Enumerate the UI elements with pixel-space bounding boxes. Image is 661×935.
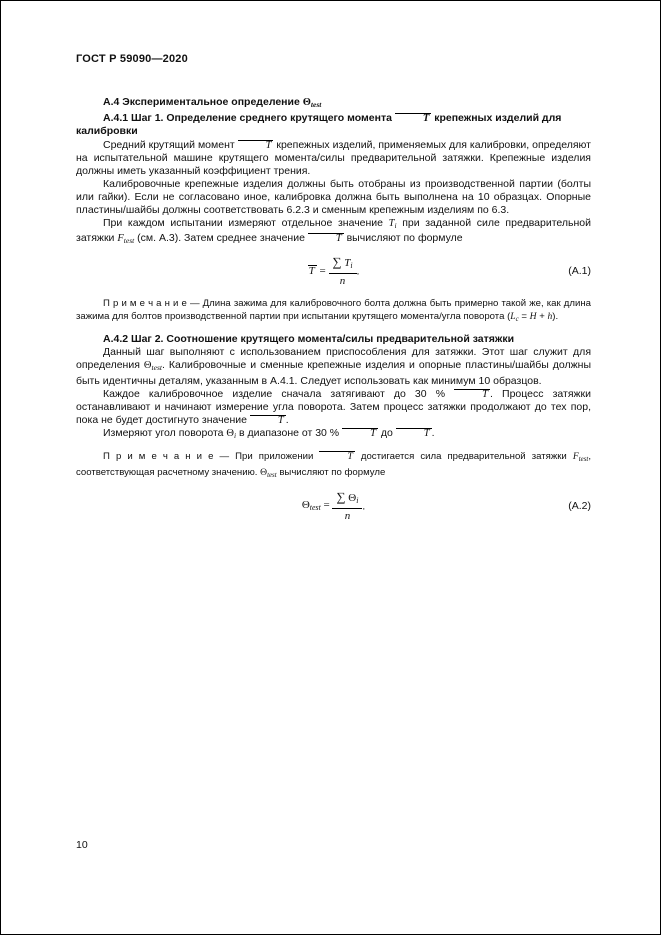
text-run: Данный шаг выполняют с использованием приспособления для затяжки. Этот шаг служит для определения [76, 346, 591, 372]
equation-number: (А.2) [568, 500, 591, 513]
text-run: F [117, 232, 124, 244]
text-run: . Процесс затяжки останавливают и начинают измерение угла поворота. Затем процесс затяжки продолжают до тех пор, пока не будет достигнуто значение [76, 387, 592, 426]
fraction-numerator [329, 256, 357, 274]
fraction [332, 491, 362, 522]
text-run: Θ [143, 360, 152, 372]
note [76, 450, 591, 482]
fraction-denominator [329, 274, 357, 287]
text-run: test [578, 455, 589, 463]
text-run: T [308, 265, 315, 278]
text-run: в диапазоне от 30 % [236, 426, 343, 439]
text-run: вычисляют по формуле [343, 231, 463, 244]
paragraph [76, 427, 591, 442]
heading-a41 [76, 112, 591, 139]
text-run: П р и м е ч а н и е — При приложении [103, 450, 320, 462]
equation-lhs [302, 499, 333, 511]
text-run: Θ [260, 466, 268, 478]
text-run: i [350, 261, 353, 271]
text-run: F [572, 450, 579, 462]
text-run: test [267, 471, 277, 479]
text-run: Θ [302, 97, 311, 108]
text-run: Θ [345, 491, 357, 504]
text-run: А.4 Экспериментальное определение [103, 96, 303, 108]
text-run: n [339, 275, 346, 288]
text-run: + [536, 311, 548, 323]
text-run: i [356, 495, 359, 505]
text-run: T [342, 428, 378, 440]
text-run: А.4.2 Шаг 2. Соотношение крутящего момента/силы предварительной затяжки [103, 332, 515, 345]
text-run: ∑ [332, 254, 342, 269]
text-run: вычисляют по формуле [276, 466, 386, 478]
text-run: L [510, 311, 516, 323]
formula-a2 [76, 491, 591, 522]
text-run: Θ [226, 427, 235, 439]
text-run: T [341, 256, 351, 269]
heading-a42 [76, 333, 591, 347]
text-run: при заданной силе предварительной затяжки [76, 216, 591, 244]
text-run: Калибровочные крепежные изделия должны быть отобраны из производственной партии (болты или гайки). Если не согласовано иное, калибровка должна быть выполнена на 10 образцах. Опорные пластины/шайбы должны соответствовать 6.2.3 и сменным крепежным изделиям по 6.3. [76, 177, 591, 216]
text-run: T [238, 140, 274, 152]
note [76, 297, 591, 326]
fraction-denominator [332, 509, 362, 522]
text-run: крепежных изделий для калибровки [76, 111, 562, 138]
fraction [329, 256, 357, 287]
paragraph [76, 388, 591, 427]
formula-a1 [76, 256, 591, 287]
text-run: = [316, 265, 329, 278]
text-run: крепежных изделий, применяемых для калибровки, определяют на испытательной машине крутящего момента/силы предварительной затяжки. Крепежные изделия должны иметь указанный коэффициент трения. [76, 138, 591, 177]
text-run: , соответствующая расчетному значению. [76, 450, 591, 478]
text-run: test [151, 363, 162, 373]
text-run: T [396, 428, 432, 440]
text-run: (см. А.3). Затем среднее значение [134, 231, 308, 244]
text-run: i [234, 430, 237, 440]
text-run: Каждое калибровочное изделие сначала затягивают до 30 % [103, 387, 455, 400]
equation-lhs [308, 265, 329, 277]
text-run: T [395, 113, 431, 125]
text-run: test [309, 502, 321, 512]
text-run: Θ [301, 498, 310, 511]
paragraph [76, 139, 591, 178]
paragraph [76, 178, 591, 217]
text-run: T [388, 217, 395, 229]
text-run: Средний крутящий момент [103, 138, 238, 151]
paragraph [76, 217, 591, 247]
text-run: test [123, 235, 135, 245]
text-run: до [377, 426, 396, 439]
text-run: T [250, 415, 286, 427]
text-run: = [518, 311, 530, 323]
text-run: П р и м е ч а н и е — Длина зажима для калибровочного болта должна быть примерно такой же, как длина зажима для болтов производственной партии при испытании крутящего момента/угла поворота ( [76, 298, 591, 323]
text-run: достигается сила предварительной затяжки [354, 450, 573, 462]
text-run: T [454, 389, 490, 401]
equation [301, 489, 366, 522]
text-run: . Калибровочные и сменные крепежные изделия и опорные пластины/шайбы должны быть идентичны деталям, указанным в А.4.1. Следует использовать как минимум 10 образцов. [76, 359, 592, 387]
text-run: А.4.1 Шаг 1. Определение среднего крутящего момента [103, 111, 395, 124]
text-run: test [310, 100, 322, 110]
document-header: ГОСТ Р 59090—2020 [76, 53, 188, 65]
equation [308, 254, 360, 288]
text-run: H [529, 311, 537, 323]
text-run: ). [552, 311, 559, 323]
text-run: . [431, 426, 435, 439]
text-run: h [547, 311, 553, 323]
text-run: i [394, 220, 397, 230]
text-run: ∑ [336, 489, 346, 504]
fraction-numerator [332, 491, 362, 509]
text-run: c [515, 315, 519, 323]
equation-tail: . [362, 500, 366, 513]
equation-tail: . [356, 265, 360, 278]
text-run: n [344, 509, 351, 522]
text-run: = [320, 498, 333, 511]
page-number: 10 [76, 839, 88, 851]
text-run: . [285, 413, 289, 426]
equation-number: (А.1) [568, 265, 591, 278]
text-run: T [319, 451, 354, 462]
text-run: Измеряют угол поворота [103, 426, 227, 439]
paragraph [76, 346, 591, 387]
text-run: При каждом испытании измеряют отдельное значение [103, 216, 389, 229]
text-run: T [308, 233, 344, 245]
heading-a4 [76, 96, 591, 112]
